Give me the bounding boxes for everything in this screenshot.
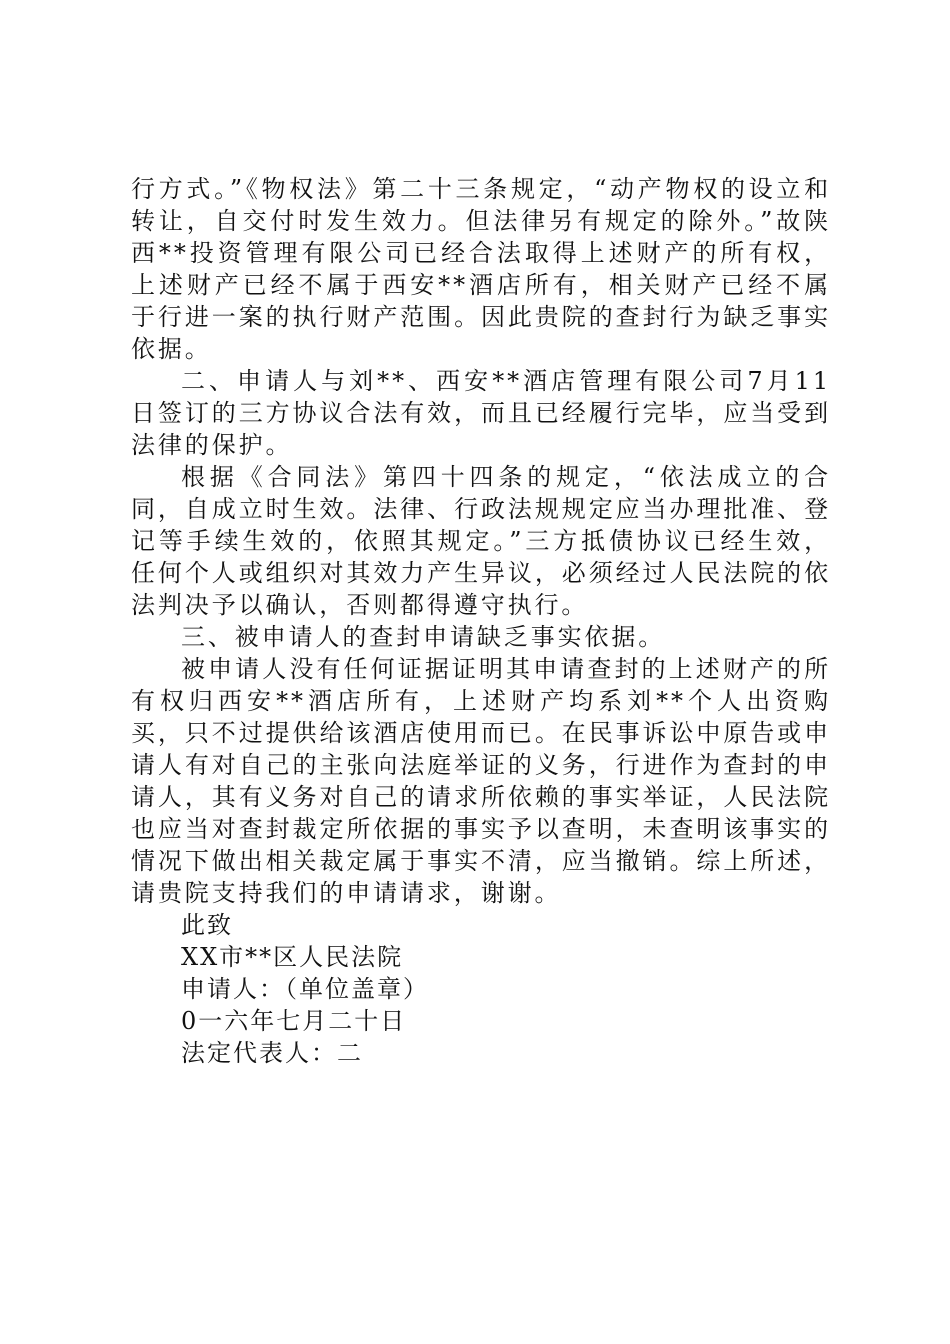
document-body — [131, 173, 831, 1069]
paragraph-section-two-heading: 二、申请人与刘**、西安**酒店管理有限公司7月11日签订的三方协议合法有效，而且已经履行完毕，应当受到法律的保护。 — [131, 367, 831, 459]
closing-representative: 法定代表人：二 — [181, 1039, 363, 1067]
paragraph-contract-law: 根据《合同法》第四十四条的规定，“依法成立的合同，自成立时生效。法律、行政法规规定应当办理批准、登记等手续生效的，依照其规定。”三方抵债协议已经生效，任何个人或组织对其效力产生异议，必须经过人民法院的依法判决予以确认，否则都得遵守执行。 — [131, 463, 831, 619]
closing-date: 0一六年七月二十日 — [181, 1007, 407, 1035]
closing-recipient: XX市**区人民法院 — [181, 943, 404, 971]
paragraph-continuation: 行方式。”《物权法》第二十三条规定，“动产物权的设立和转让，自交付时发生效力。但法律另有规定的除外。”故陕西**投资管理有限公司已经合法取得上述财产的所有权，上述财产已经不属于西安**酒店所有，相关财产已经不属于行进一案的执行财产范围。因此贵院的查封行为缺乏事实依据。 — [131, 175, 831, 363]
closing-salutation: 此致 — [181, 911, 233, 939]
paragraph-respondent-evidence: 被申请人没有任何证据证明其申请查封的上述财产的所有权归西安**酒店所有，上述财产均系刘**个人出资购买，只不过提供给该酒店使用而已。在民事诉讼中原告或申请人有对自己的主张向法庭举证的义务，行进作为查封的申请人，其有义务对自己的请求所依赖的事实举证，人民法院也应当对查封裁定所依据的事实予以查明，未查明该事实的情况下做出相关裁定属于事实不清，应当撤销。综上所述，请贵院支持我们的申请请求，谢谢。 — [131, 655, 831, 907]
closing-applicant: 申请人：（单位盖章） — [181, 975, 429, 1003]
paragraph-section-three-heading: 三、被申请人的查封申请缺乏事实依据。 — [181, 623, 666, 651]
